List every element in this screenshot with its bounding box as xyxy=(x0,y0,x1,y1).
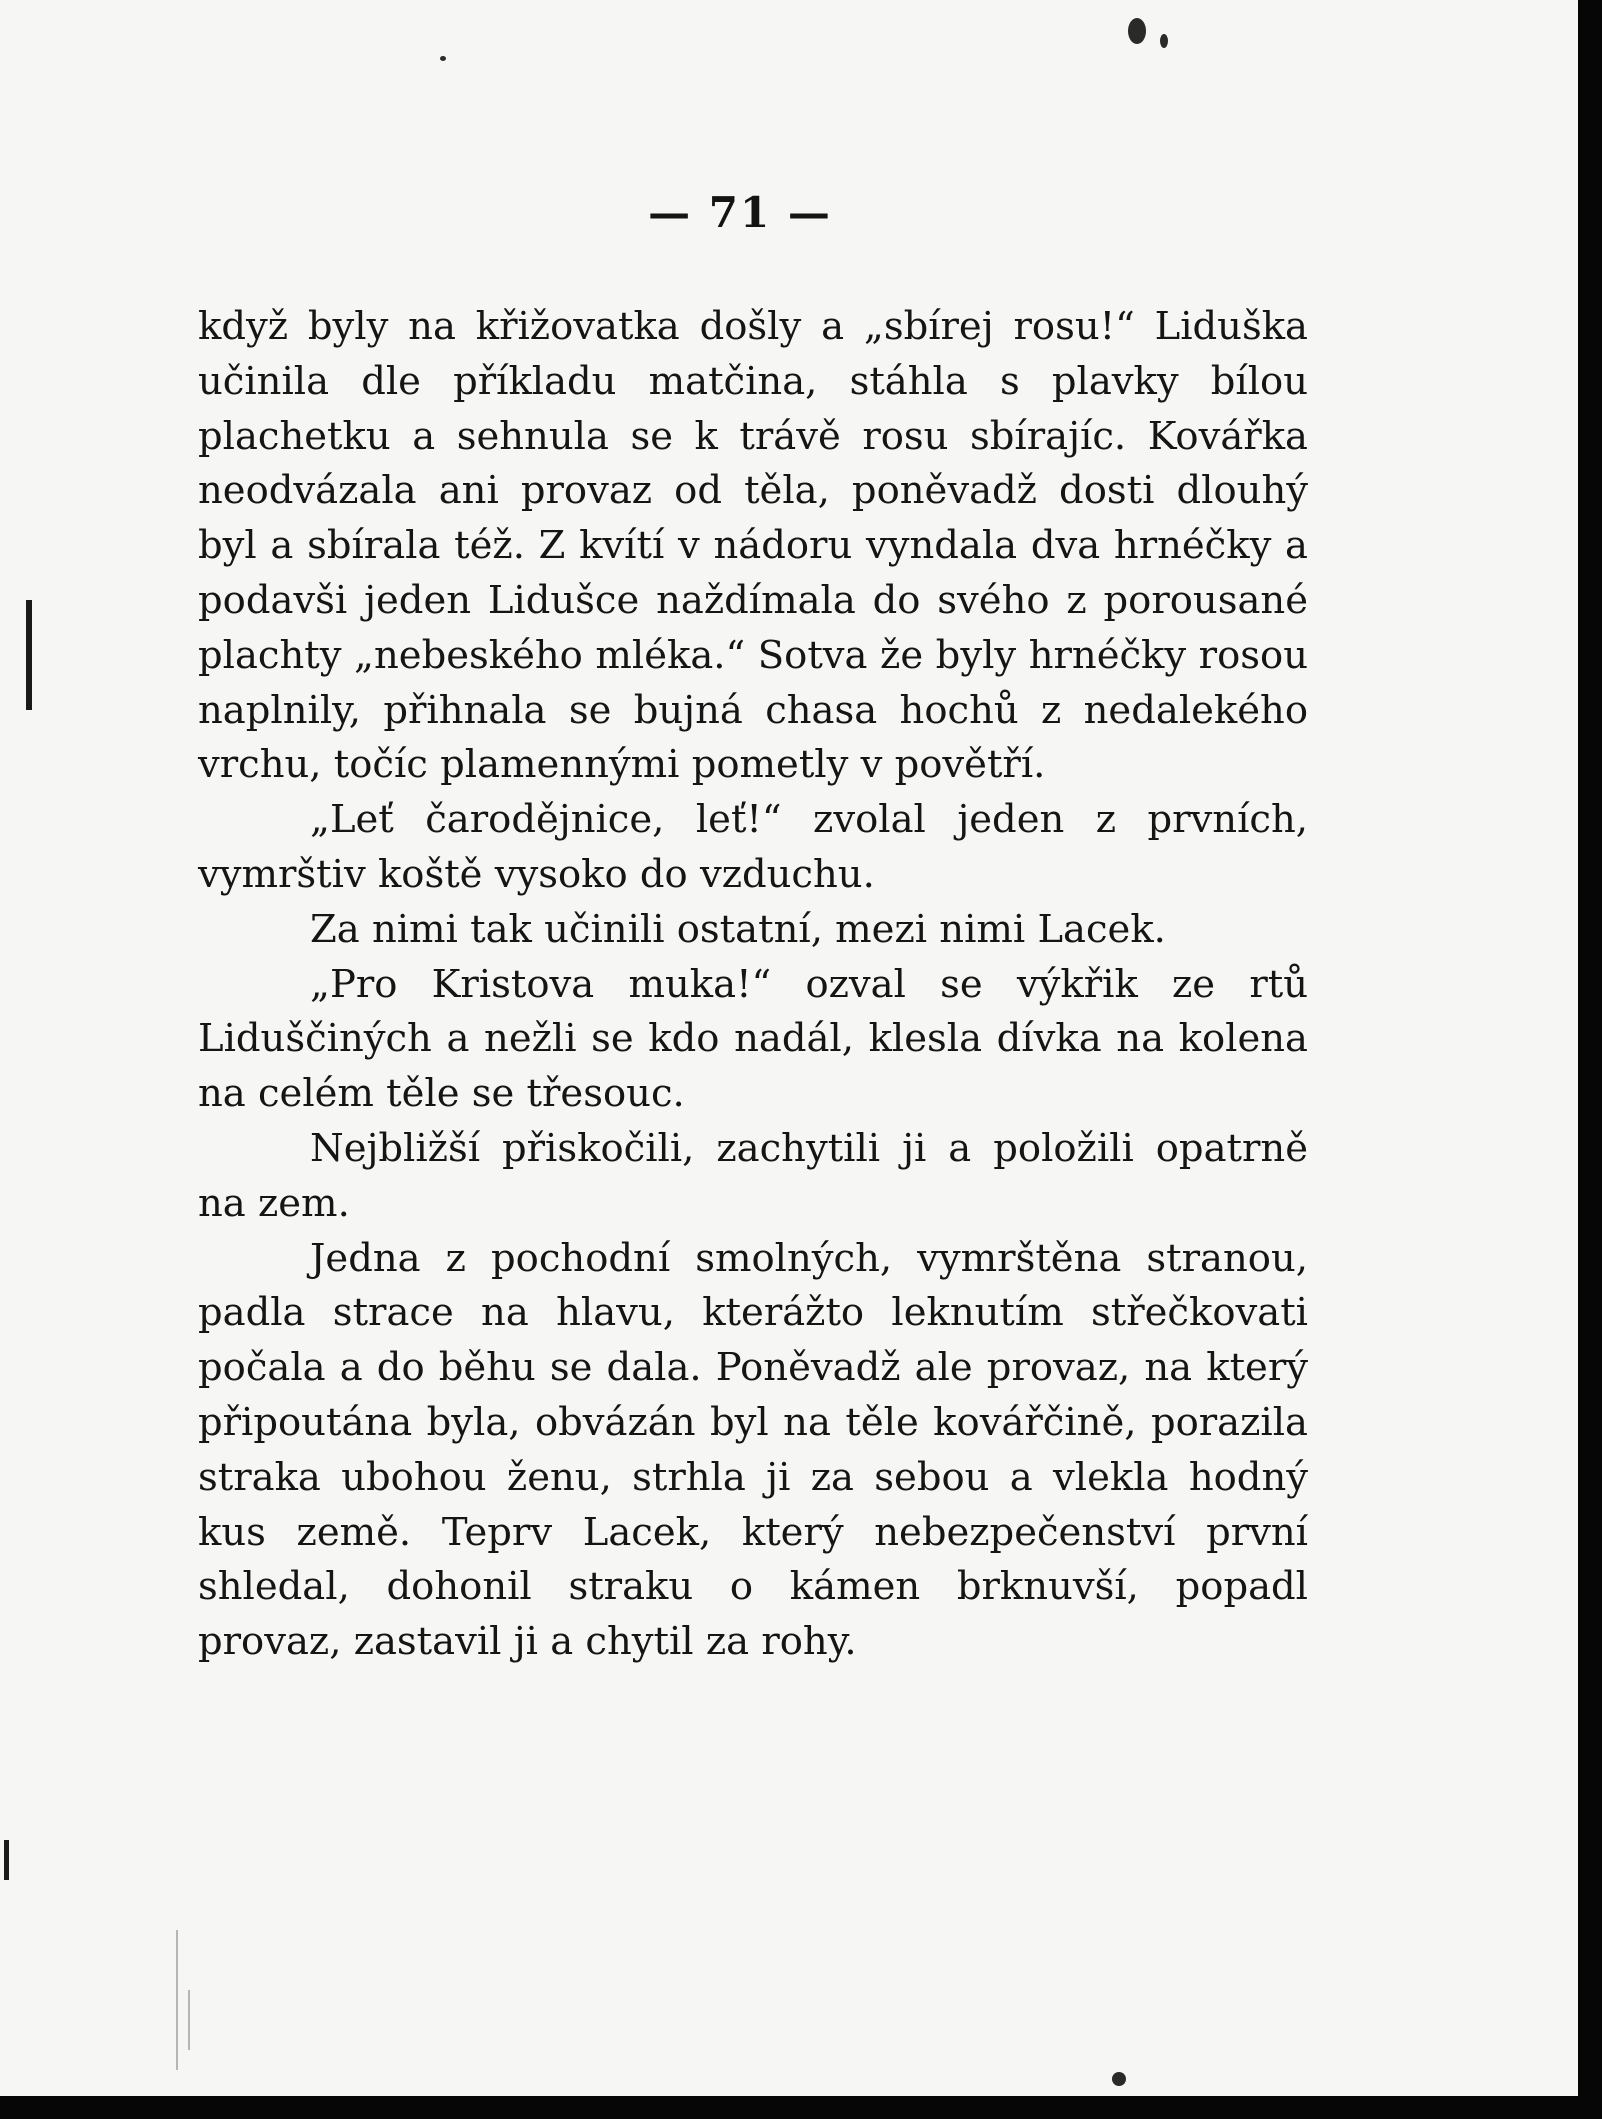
paragraph-5: Nejbližší přiskočili, zachytili ji a položili opatrně na zem. xyxy=(198,1125,1308,1226)
margin-scratch xyxy=(176,1930,178,2070)
ink-speck-top-small xyxy=(1160,34,1168,48)
page-number: — 71 — xyxy=(648,188,832,237)
paragraph-1: když byly na křižovatka došly a „sbírej rosu!“ Liduška učinila dle příkladu matčina, stáhla s plavky bílou plachetku a sehnula se k trávě rosu sbírajíc. Kovářka neodvázala ani provaz od těla, poněvadž dosti dlouhý byl a sbírala též. Z kvítí v nádoru vyndala dva hrnéčky a podavši jeden Lidušce naždímala do svého z porousané plachty „nebeského mléka.“ Sotva že byly hrnéčky rosou naplnily, přihnala se bujná chasa hochů z nedalekého vrchu, točíc plamennými pometly v povětří. xyxy=(198,304,1308,788)
ink-speck-bottom xyxy=(1112,2072,1126,2086)
paragraph-3: Za nimi tak učinili ostatní, mezi nimi Lacek. xyxy=(310,906,1166,952)
paragraph-6: Jedna z pochodní smolných, vymrštěna stranou, padla strace na hlavu, kterážto leknutím střečkovati počala a do běhu se dala. Poněvadž ale provaz, na který připoutána byla, obvázán byl na těle kovářčině, porazila straka ubohou ženu, strhla ji za sebou a vlekla hodný kus země. Teprv Lacek, který nebezpečenství první shledal, dohonil straku o kámen brknuvší, popadl provaz, zastavil ji a chytil za rohy. xyxy=(198,1235,1308,1665)
margin-scratch-2 xyxy=(188,1990,190,2050)
edge-mark-left-upper xyxy=(26,600,32,710)
paragraph-4: „Pro Kristova muka!“ ozval se výkřik ze rtů Liduščiných a nežli se kdo nadál, klesla dívka na kolena na celém těle se třesouc. xyxy=(198,961,1308,1117)
text-body xyxy=(198,300,1308,1670)
ink-speck-left xyxy=(440,56,446,61)
ink-speck-top xyxy=(1128,18,1146,44)
edge-mark-left-lower xyxy=(4,1840,9,1880)
paragraph-2: „Leť čarodějnice, leť!“ zvolal jeden z prvních, vymrštiv koště vysoko do vzduchu. xyxy=(198,797,1308,897)
